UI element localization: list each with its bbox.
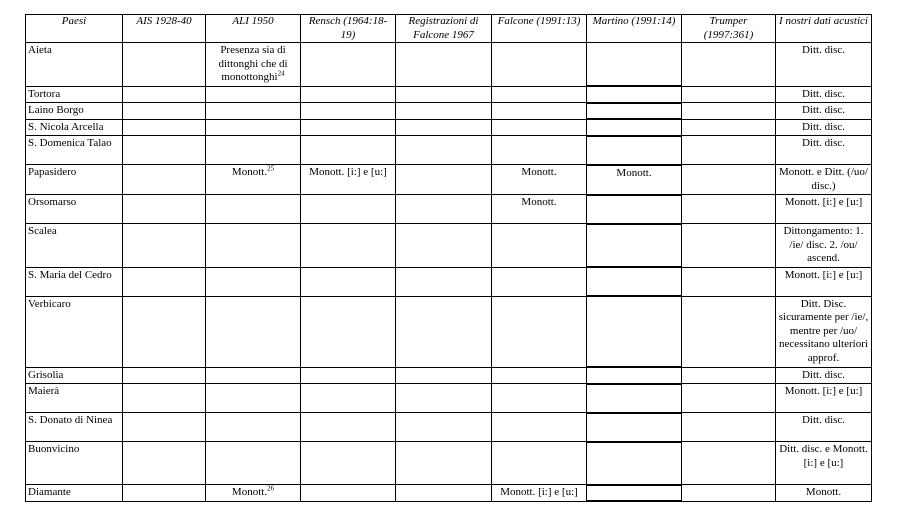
cell-ali [206,267,301,296]
cell-ais [123,224,206,268]
cell-ais [123,195,206,224]
cell-ali [206,103,301,120]
table-row [26,413,872,442]
cell-registrazioni [396,119,492,136]
table-row [26,119,872,136]
cell-martino [587,485,682,502]
cell-text: S. Maria del Cedro [28,268,112,281]
cell-paese [26,413,123,442]
table-row [26,384,872,413]
cell-martino [587,442,682,485]
cell-registrazioni [396,413,492,442]
cell-paese [26,485,123,502]
cell-falcone [492,86,587,103]
cell-trumper [682,86,776,103]
col-header-falcone: Falcone (1991:13) [492,15,587,43]
cell-text: Ditt. disc. [801,87,846,100]
vowel-data-table [25,14,872,502]
col-header-registrazioni: Registrazioni di Falcone 1967 [396,15,492,43]
cell-acustici [776,367,872,384]
cell-rensch [301,165,396,195]
cell-rensch [301,86,396,103]
cell-ais [123,43,206,87]
cell-text: Ditt. disc. [801,368,846,381]
table-row [26,136,872,165]
cell-text: Presenza sia di dittonghi che di monottonghi [218,44,288,83]
cell-text: Monott. [521,166,557,178]
table-row [26,224,872,268]
cell-text: Ditt. disc. [801,104,846,116]
col-header-rensch: Rensch (1964:18-19) [301,15,396,43]
cell-trumper [682,103,776,120]
table-row [26,296,872,367]
col-header-acustici: I nostri dati acustici [776,15,872,43]
cell-martino [587,267,682,296]
cell-paese [26,384,123,413]
cell-falcone [492,442,587,485]
cell-registrazioni [396,485,492,502]
cell-ali [206,413,301,442]
cell-rensch [301,224,396,268]
cell-text: S. Domenica Talao [28,137,112,149]
cell-ais [123,296,206,367]
cell-text: Monott. [i:] e [u:] [784,385,863,397]
cell-text: Monott. [616,166,652,179]
cell-ali [206,86,301,103]
cell-trumper [682,119,776,136]
cell-text: Monott. [i:] e [u:] [500,486,578,498]
cell-rensch [301,413,396,442]
footnote-marker: 26 [267,484,275,493]
cell-text: Tortora [28,87,61,100]
cell-text: Maierà [28,385,60,397]
cell-registrazioni [396,384,492,413]
cell-martino [587,119,682,136]
cell-trumper [682,485,776,502]
cell-text: Monott. [231,166,268,178]
cell-martino [587,296,682,367]
cell-falcone [492,119,587,136]
cell-registrazioni [396,367,492,384]
cell-registrazioni [396,103,492,120]
cell-martino [587,224,682,268]
cell-text: Laino Borgo [28,104,84,116]
cell-ali [206,367,301,384]
cell-rensch [301,267,396,296]
cell-acustici [776,119,872,136]
cell-text: Grisolia [28,368,64,381]
cell-ali [206,195,301,224]
table-row [26,165,872,195]
cell-ali [206,43,301,87]
cell-falcone [492,485,587,502]
cell-text: Monott. e Ditt. (/uo/ disc.) [779,166,868,192]
cell-trumper [682,442,776,485]
footnote-marker: 25 [267,164,275,173]
cell-text: Diamante [28,486,71,498]
cell-text: Ditt. disc. e Monott. [i:] e [u:] [779,443,868,469]
cell-martino [587,103,682,120]
cell-acustici [776,442,872,485]
cell-falcone [492,296,587,367]
cell-trumper [682,43,776,87]
cell-text: Monott. [i:] e [u:] [784,268,863,281]
cell-text: Ditt. disc. [801,44,846,56]
table-row [26,267,872,296]
cell-acustici [776,86,872,103]
cell-text: Orsomarso [28,196,77,208]
cell-falcone [492,43,587,87]
cell-acustici [776,296,872,367]
cell-trumper [682,384,776,413]
cell-registrazioni [396,43,492,87]
cell-ais [123,119,206,136]
cell-rensch [301,119,396,136]
cell-acustici [776,384,872,413]
cell-falcone [492,367,587,384]
cell-trumper [682,296,776,367]
cell-ali [206,442,301,485]
col-header-paesi: Paesi [26,15,123,43]
cell-martino [587,413,682,442]
table-row [26,103,872,120]
cell-acustici [776,485,872,502]
cell-falcone [492,195,587,224]
cell-text: Monott. [i:] e [u:] [784,196,863,208]
table-body [26,43,872,502]
cell-ali [206,384,301,413]
col-header-martino: Martino (1991:14) [587,15,682,43]
cell-rensch [301,103,396,120]
cell-paese [26,103,123,120]
cell-martino [587,86,682,103]
cell-martino [587,165,682,195]
cell-paese [26,367,123,384]
cell-martino [587,136,682,165]
cell-registrazioni [396,165,492,195]
cell-ais [123,136,206,165]
cell-paese [26,86,123,103]
cell-text: Ditt. disc. [801,120,846,133]
table-row [26,485,872,502]
cell-paese [26,136,123,165]
footnote-marker: 24 [277,69,285,78]
cell-text: S. Nicola Arcella [28,120,104,133]
cell-paese [26,442,123,485]
cell-paese [26,119,123,136]
cell-registrazioni [396,195,492,224]
cell-registrazioni [396,224,492,268]
cell-ali [206,224,301,268]
cell-ais [123,103,206,120]
cell-ais [123,442,206,485]
cell-acustici [776,136,872,165]
cell-text: Buonvicino [28,443,80,455]
table-row [26,43,872,87]
cell-registrazioni [396,136,492,165]
cell-trumper [682,267,776,296]
cell-falcone [492,103,587,120]
cell-rensch [301,43,396,87]
cell-ais [123,86,206,103]
col-header-ali: ALI 1950 [206,15,301,43]
cell-paese [26,195,123,224]
cell-trumper [682,413,776,442]
cell-ali [206,119,301,136]
col-header-trumper: Trumper (1997:361) [682,15,776,43]
cell-falcone [492,224,587,268]
cell-paese [26,267,123,296]
cell-text: Verbicaro [28,297,71,310]
cell-acustici [776,195,872,224]
cell-rensch [301,485,396,502]
header-row [26,15,872,43]
cell-text: Monott. [231,486,268,498]
cell-trumper [682,195,776,224]
cell-acustici [776,103,872,120]
cell-text: Aieta [28,44,52,56]
cell-text: Monott. [805,486,842,498]
cell-rensch [301,296,396,367]
col-header-ais: AIS 1928-40 [123,15,206,43]
cell-registrazioni [396,442,492,485]
cell-registrazioni [396,267,492,296]
cell-trumper [682,165,776,195]
cell-ali [206,485,301,502]
cell-paese [26,165,123,195]
cell-falcone [492,165,587,195]
cell-rensch [301,367,396,384]
cell-trumper [682,136,776,165]
table-row [26,86,872,103]
table-row [26,367,872,384]
cell-text: Ditt. disc. [801,414,846,426]
cell-rensch [301,442,396,485]
cell-martino [587,195,682,224]
cell-ais [123,384,206,413]
cell-paese [26,224,123,268]
cell-martino [587,384,682,413]
cell-text: Ditt. disc. [801,137,846,149]
cell-acustici [776,165,872,195]
cell-acustici [776,267,872,296]
cell-registrazioni [396,86,492,103]
table-row [26,442,872,485]
cell-acustici [776,413,872,442]
cell-acustici [776,224,872,268]
cell-paese [26,296,123,367]
cell-ali [206,296,301,367]
cell-ais [123,267,206,296]
cell-ali [206,136,301,165]
table-row [26,195,872,224]
cell-ali [206,165,301,195]
cell-rensch [301,136,396,165]
cell-ais [123,367,206,384]
cell-rensch [301,195,396,224]
cell-ais [123,413,206,442]
cell-falcone [492,413,587,442]
cell-martino [587,43,682,87]
cell-falcone [492,136,587,165]
cell-text: Ditt. Disc. sicuramente per /ie/, mentre per /uo/ necessitano ulteriori approf. [778,297,869,364]
cell-text: Monott. [521,196,557,208]
cell-text: Monott. [i:] e [u:] [309,166,387,178]
cell-text: Papasidero [28,166,77,178]
cell-text: Dittongamento: 1. /ie/ disc. 2. /ou/ ascend. [783,225,864,264]
cell-text: Scalea [28,225,57,237]
cell-rensch [301,384,396,413]
cell-trumper [682,224,776,268]
cell-paese [26,43,123,87]
cell-trumper [682,367,776,384]
cell-martino [587,367,682,384]
cell-ais [123,485,206,502]
cell-ais [123,165,206,195]
cell-registrazioni [396,296,492,367]
cell-text: S. Donato di Ninea [28,414,113,426]
cell-acustici [776,43,872,87]
cell-falcone [492,267,587,296]
cell-falcone [492,384,587,413]
